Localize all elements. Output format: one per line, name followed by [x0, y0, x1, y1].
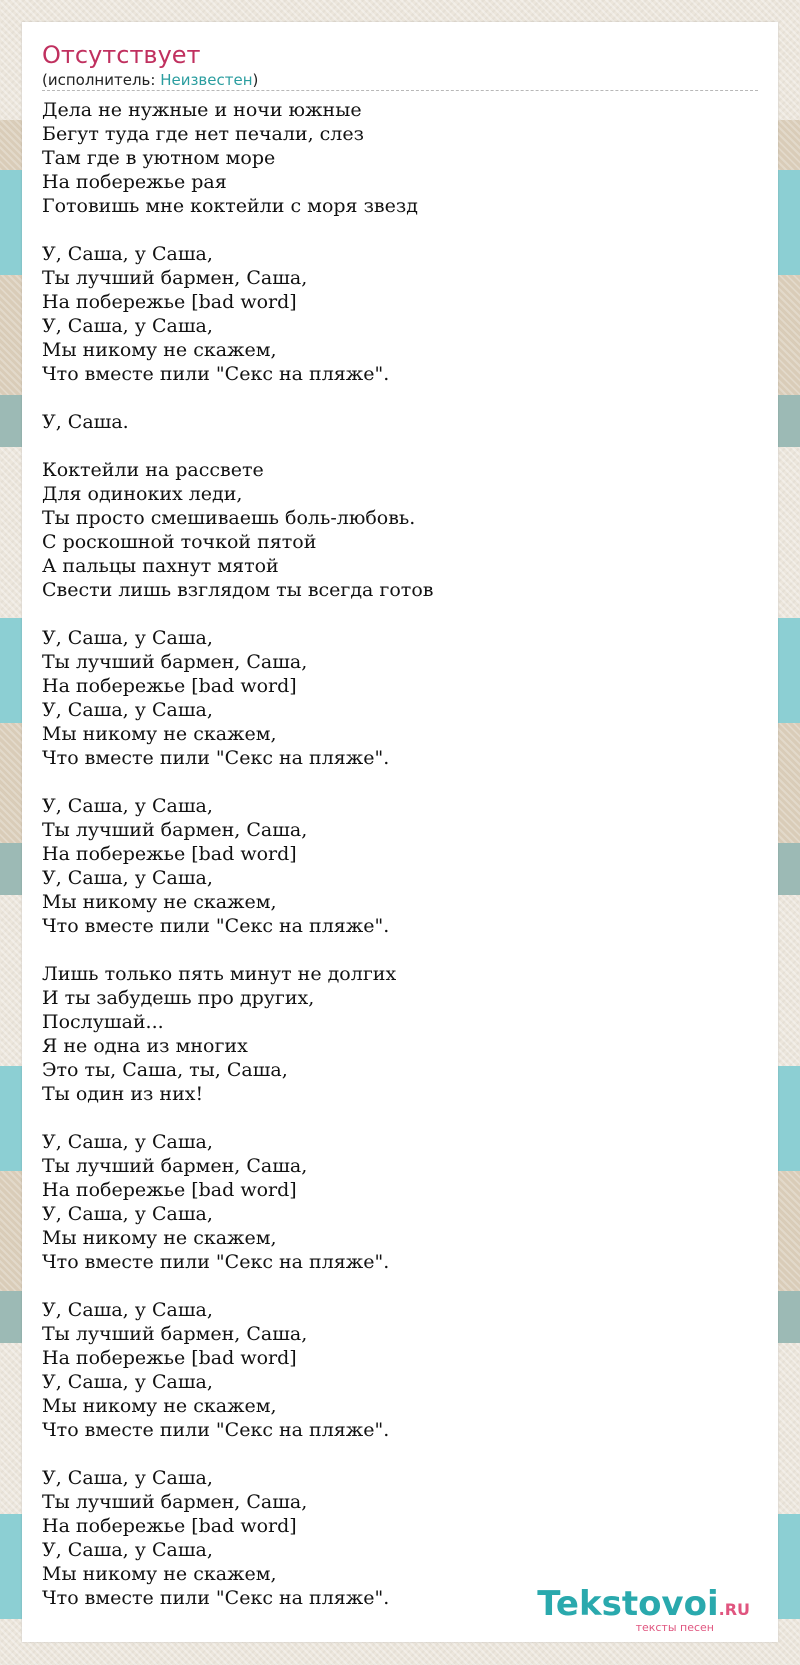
lyric-line: Что вместе пили "Секс на пляже".	[42, 1419, 390, 1441]
lyric-line: На побережье [bad word]	[42, 1515, 297, 1537]
lyric-blank-line	[42, 1442, 433, 1466]
lyric-line: На побережье [bad word]	[42, 1179, 297, 1201]
lyric-line: Ты лучший бармен, Саша,	[42, 819, 308, 841]
lyric-line: Мы никому не скажем,	[42, 1563, 277, 1585]
lyric-line: У, Саша, у Саша,	[42, 1299, 213, 1321]
logo-name: Tekstovoi	[537, 1584, 719, 1624]
lyric-line: Мы никому не скажем,	[42, 723, 277, 745]
lyric-line: На побережье [bad word]	[42, 843, 297, 865]
lyric-line: Что вместе пили "Секс на пляже".	[42, 363, 390, 385]
lyric-line: У, Саша, у Саша,	[42, 795, 213, 817]
lyric-line: Мы никому не скажем,	[42, 891, 277, 913]
lyric-line: У, Саша, у Саша,	[42, 867, 213, 889]
lyric-blank-line	[42, 770, 433, 794]
lyric-blank-line	[42, 1274, 433, 1298]
artist-suffix: )	[252, 71, 259, 89]
logo-tld: .RU	[718, 1600, 750, 1619]
lyric-line: Там где в уютном море	[42, 147, 276, 169]
lyric-line: У, Саша, у Саша,	[42, 243, 213, 265]
lyric-line: У, Саша, у Саша,	[42, 1467, 213, 1489]
lyric-line: Мы никому не скажем,	[42, 339, 277, 361]
lyric-line: Лишь только пять минут не долгих	[42, 963, 397, 985]
lyric-blank-line	[42, 218, 433, 242]
lyric-line: Свести лишь взглядом ты всегда готов	[42, 579, 434, 601]
lyric-line: Ты один из них!	[42, 1083, 204, 1105]
lyric-blank-line	[42, 434, 433, 458]
artist-line	[42, 70, 258, 90]
lyric-line: Ты просто смешиваешь боль-любовь.	[42, 507, 416, 529]
lyric-line: На побережье рая	[42, 171, 227, 193]
lyrics-card	[22, 22, 778, 1642]
lyric-line: Что вместе пили "Секс на пляже".	[42, 1587, 390, 1609]
lyric-line: А пальцы пахнут мятой	[42, 555, 279, 577]
lyric-line: Готовишь мне коктейли с моря звезд	[42, 195, 418, 217]
lyric-line: У, Саша.	[42, 411, 129, 433]
lyric-line: У, Саша, у Саша,	[42, 315, 213, 337]
lyric-line: У, Саша, у Саша,	[42, 1131, 213, 1153]
artist-link[interactable]: Неизвестен	[160, 71, 253, 89]
lyric-line: Ты лучший бармен, Саша,	[42, 1323, 308, 1345]
lyric-line: На побережье [bad word]	[42, 291, 297, 313]
lyric-line: Мы никому не скажем,	[42, 1395, 277, 1417]
lyric-line: Ты лучший бармен, Саша,	[42, 1155, 308, 1177]
lyric-line: У, Саша, у Саша,	[42, 1539, 213, 1561]
lyric-blank-line	[42, 1106, 433, 1130]
song-title: Отсутствует	[42, 41, 201, 69]
lyric-line: У, Саша, у Саша,	[42, 627, 213, 649]
lyric-line: И ты забудешь про других,	[42, 987, 315, 1009]
lyric-line: У, Саша, у Саша,	[42, 1371, 213, 1393]
lyric-blank-line	[42, 938, 433, 962]
logo-tagline: тексты песен	[635, 1621, 714, 1634]
lyric-line: С роскошной точкой пятой	[42, 531, 317, 553]
lyric-line: Коктейли на рассвете	[42, 459, 264, 481]
lyric-line: Ты лучший бармен, Саша,	[42, 267, 308, 289]
lyric-line: У, Саша, у Саша,	[42, 1203, 213, 1225]
lyric-line: Ты лучший бармен, Саша,	[42, 1491, 308, 1513]
lyric-line: Мы никому не скажем,	[42, 1227, 277, 1249]
lyric-line: У, Саша, у Саша,	[42, 699, 213, 721]
lyric-line: Что вместе пили "Секс на пляже".	[42, 915, 390, 937]
lyric-blank-line	[42, 602, 433, 626]
lyric-blank-line	[42, 386, 433, 410]
artist-prefix: (исполнитель:	[42, 71, 161, 89]
lyric-line: Это ты, Саша, ты, Саша,	[42, 1059, 288, 1081]
lyric-line: На побережье [bad word]	[42, 1347, 297, 1369]
site-logo[interactable]	[537, 1586, 750, 1634]
lyric-line: Что вместе пили "Секс на пляже".	[42, 747, 390, 769]
lyric-line: Я не одна из многих	[42, 1035, 248, 1057]
lyric-line: Ты лучший бармен, Саша,	[42, 651, 308, 673]
lyric-line: Дела не нужные и ночи южные	[42, 99, 362, 121]
lyric-line: Послушай...	[42, 1011, 164, 1033]
lyrics-body	[42, 98, 433, 1610]
lyric-line: Что вместе пили "Секс на пляже".	[42, 1251, 390, 1273]
lyric-line: Бегут туда где нет печали, слез	[42, 123, 364, 145]
lyric-line: На побережье [bad word]	[42, 675, 297, 697]
title-divider	[42, 90, 758, 91]
lyric-line: Для одиноких леди,	[42, 483, 243, 505]
